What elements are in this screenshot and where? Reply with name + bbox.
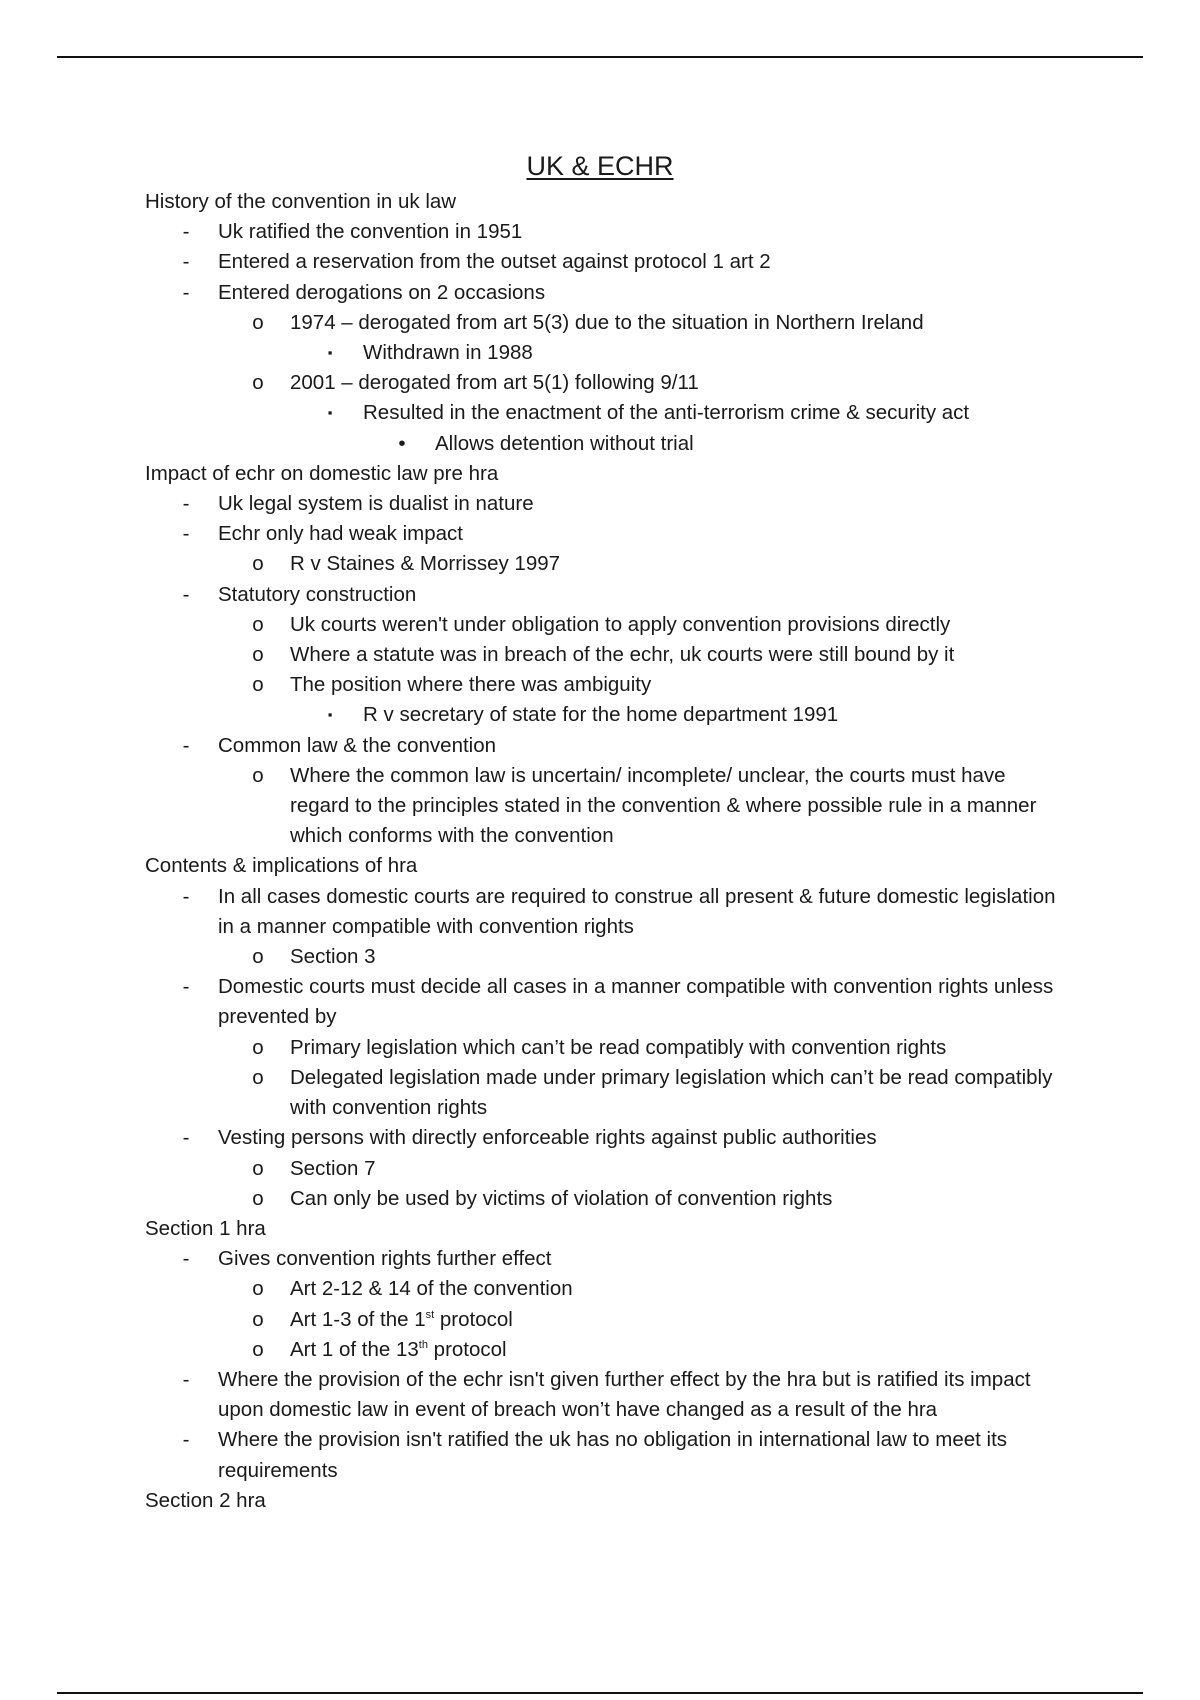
list-item: - Entered derogations on 2 occasions [145, 278, 1065, 308]
section-heading-section-1: Section 1 hra [145, 1216, 266, 1240]
list-item: ▪ R v secretary of state for the home department 1991 [145, 700, 1065, 730]
dash-bullet-icon: - [182, 280, 190, 304]
document-title: UK & ECHR [526, 151, 674, 181]
circle-bullet-icon: o [252, 612, 264, 636]
section-heading-section-2: Section 2 hra [145, 1488, 266, 1512]
circle-bullet-icon: o [252, 673, 264, 697]
list-item: - Where the provision of the echr isn't given further effect by the hra but is ratified its impact upon domestic law in event of breach won’t have changed as a result of the hra [145, 1365, 1065, 1425]
list-item: o Section 7 [145, 1154, 1065, 1184]
list-item: ▪ Withdrawn in 1988 [145, 338, 1065, 368]
list-item: - Vesting persons with directly enforceable rights against public authorities [145, 1123, 1065, 1153]
list-item: o Where a statute was in breach of the echr, uk courts were still bound by it [145, 640, 1065, 670]
circle-bullet-icon: o [252, 1035, 264, 1059]
list-item: - Entered a reservation from the outset against protocol 1 art 2 [145, 247, 1065, 277]
dash-bullet-icon: - [182, 522, 190, 546]
dash-bullet-icon: - [182, 1126, 190, 1150]
list-item: o Art 1-3 of the 1st protocol [145, 1305, 1065, 1335]
list-item: o 2001 – derogated from art 5(1) following 9/11 [145, 368, 1065, 398]
document-body [145, 187, 1065, 1516]
dash-bullet-icon: - [182, 884, 190, 908]
dash-bullet-icon: - [182, 733, 190, 757]
header-rule [57, 56, 1143, 58]
list-item: o Art 1 of the 13th protocol [145, 1335, 1065, 1365]
dash-bullet-icon: - [182, 492, 190, 516]
list-item: - Uk ratified the convention in 1951 [145, 217, 1065, 247]
contents-list [145, 882, 1065, 1214]
list-item: o Primary legislation which can’t be read compatibly with convention rights [145, 1033, 1065, 1063]
list-item: o Where the common law is uncertain/ incomplete/ unclear, the courts must have regard to the principles stated in the convention & where possible rule in a manner which conforms with the convention [145, 761, 1065, 852]
list-item: - Gives convention rights further effect [145, 1244, 1065, 1274]
circle-bullet-icon: o [252, 1186, 264, 1210]
dot-bullet-icon: • [398, 431, 406, 455]
circle-bullet-icon: o [252, 643, 264, 667]
circle-bullet-icon: o [252, 310, 264, 334]
circle-bullet-icon: o [252, 371, 264, 395]
list-item: - Statutory construction [145, 580, 1065, 610]
list-item: - Where the provision isn't ratified the uk has no obligation in international law to meet its requirements [145, 1425, 1065, 1485]
history-list [145, 217, 1065, 459]
list-item: - In all cases domestic courts are required to construe all present & future domestic legislation in a manner compatible with convention rights [145, 882, 1065, 942]
list-item: o 1974 – derogated from art 5(3) due to the situation in Northern Ireland [145, 308, 1065, 338]
list-item: o Art 2-12 & 14 of the convention [145, 1274, 1065, 1304]
list-item: o Uk courts weren't under obligation to apply convention provisions directly [145, 610, 1065, 640]
list-item: o R v Staines & Morrissey 1997 [145, 549, 1065, 579]
dash-bullet-icon: - [182, 1247, 190, 1271]
dash-bullet-icon: - [182, 1367, 190, 1391]
dash-bullet-icon: - [182, 220, 190, 244]
square-bullet-icon: ▪ [327, 345, 333, 361]
list-item: - Echr only had weak impact [145, 519, 1065, 549]
dash-bullet-icon: - [182, 582, 190, 606]
list-item: - Uk legal system is dualist in nature [145, 489, 1065, 519]
circle-bullet-icon: o [252, 763, 264, 787]
section-1-list [145, 1244, 1065, 1486]
footer-rule [57, 1692, 1143, 1694]
dash-bullet-icon: - [182, 1428, 190, 1452]
dash-bullet-icon: - [182, 250, 190, 274]
circle-bullet-icon: o [252, 1277, 264, 1301]
section-heading-contents: Contents & implications of hra [145, 854, 418, 878]
circle-bullet-icon: o [252, 552, 264, 576]
list-item: o The position where there was ambiguity [145, 670, 1065, 700]
list-item: o Delegated legislation made under primary legislation which can’t be read compatibly with convention rights [145, 1063, 1065, 1123]
circle-bullet-icon: o [252, 945, 264, 969]
list-item: o Can only be used by victims of violation of convention rights [145, 1184, 1065, 1214]
circle-bullet-icon: o [252, 1156, 264, 1180]
section-heading-history: History of the convention in uk law [145, 190, 457, 213]
list-item: - Common law & the convention [145, 731, 1065, 761]
square-bullet-icon: ▪ [327, 405, 333, 421]
circle-bullet-icon: o [252, 1337, 264, 1361]
dash-bullet-icon: - [182, 975, 190, 999]
list-item: - Domestic courts must decide all cases in a manner compatible with convention rights unless prevented by [145, 972, 1065, 1032]
section-heading-impact: Impact of echr on domestic law pre hra [145, 461, 499, 485]
impact-list [145, 489, 1065, 851]
square-bullet-icon: ▪ [327, 707, 333, 723]
list-item: ▪ Resulted in the enactment of the anti-terrorism crime & security act [145, 398, 1065, 428]
circle-bullet-icon: o [252, 1065, 264, 1089]
circle-bullet-icon: o [252, 1307, 264, 1331]
list-item: • Allows detention without trial [145, 429, 1065, 459]
list-item: o Section 3 [145, 942, 1065, 972]
